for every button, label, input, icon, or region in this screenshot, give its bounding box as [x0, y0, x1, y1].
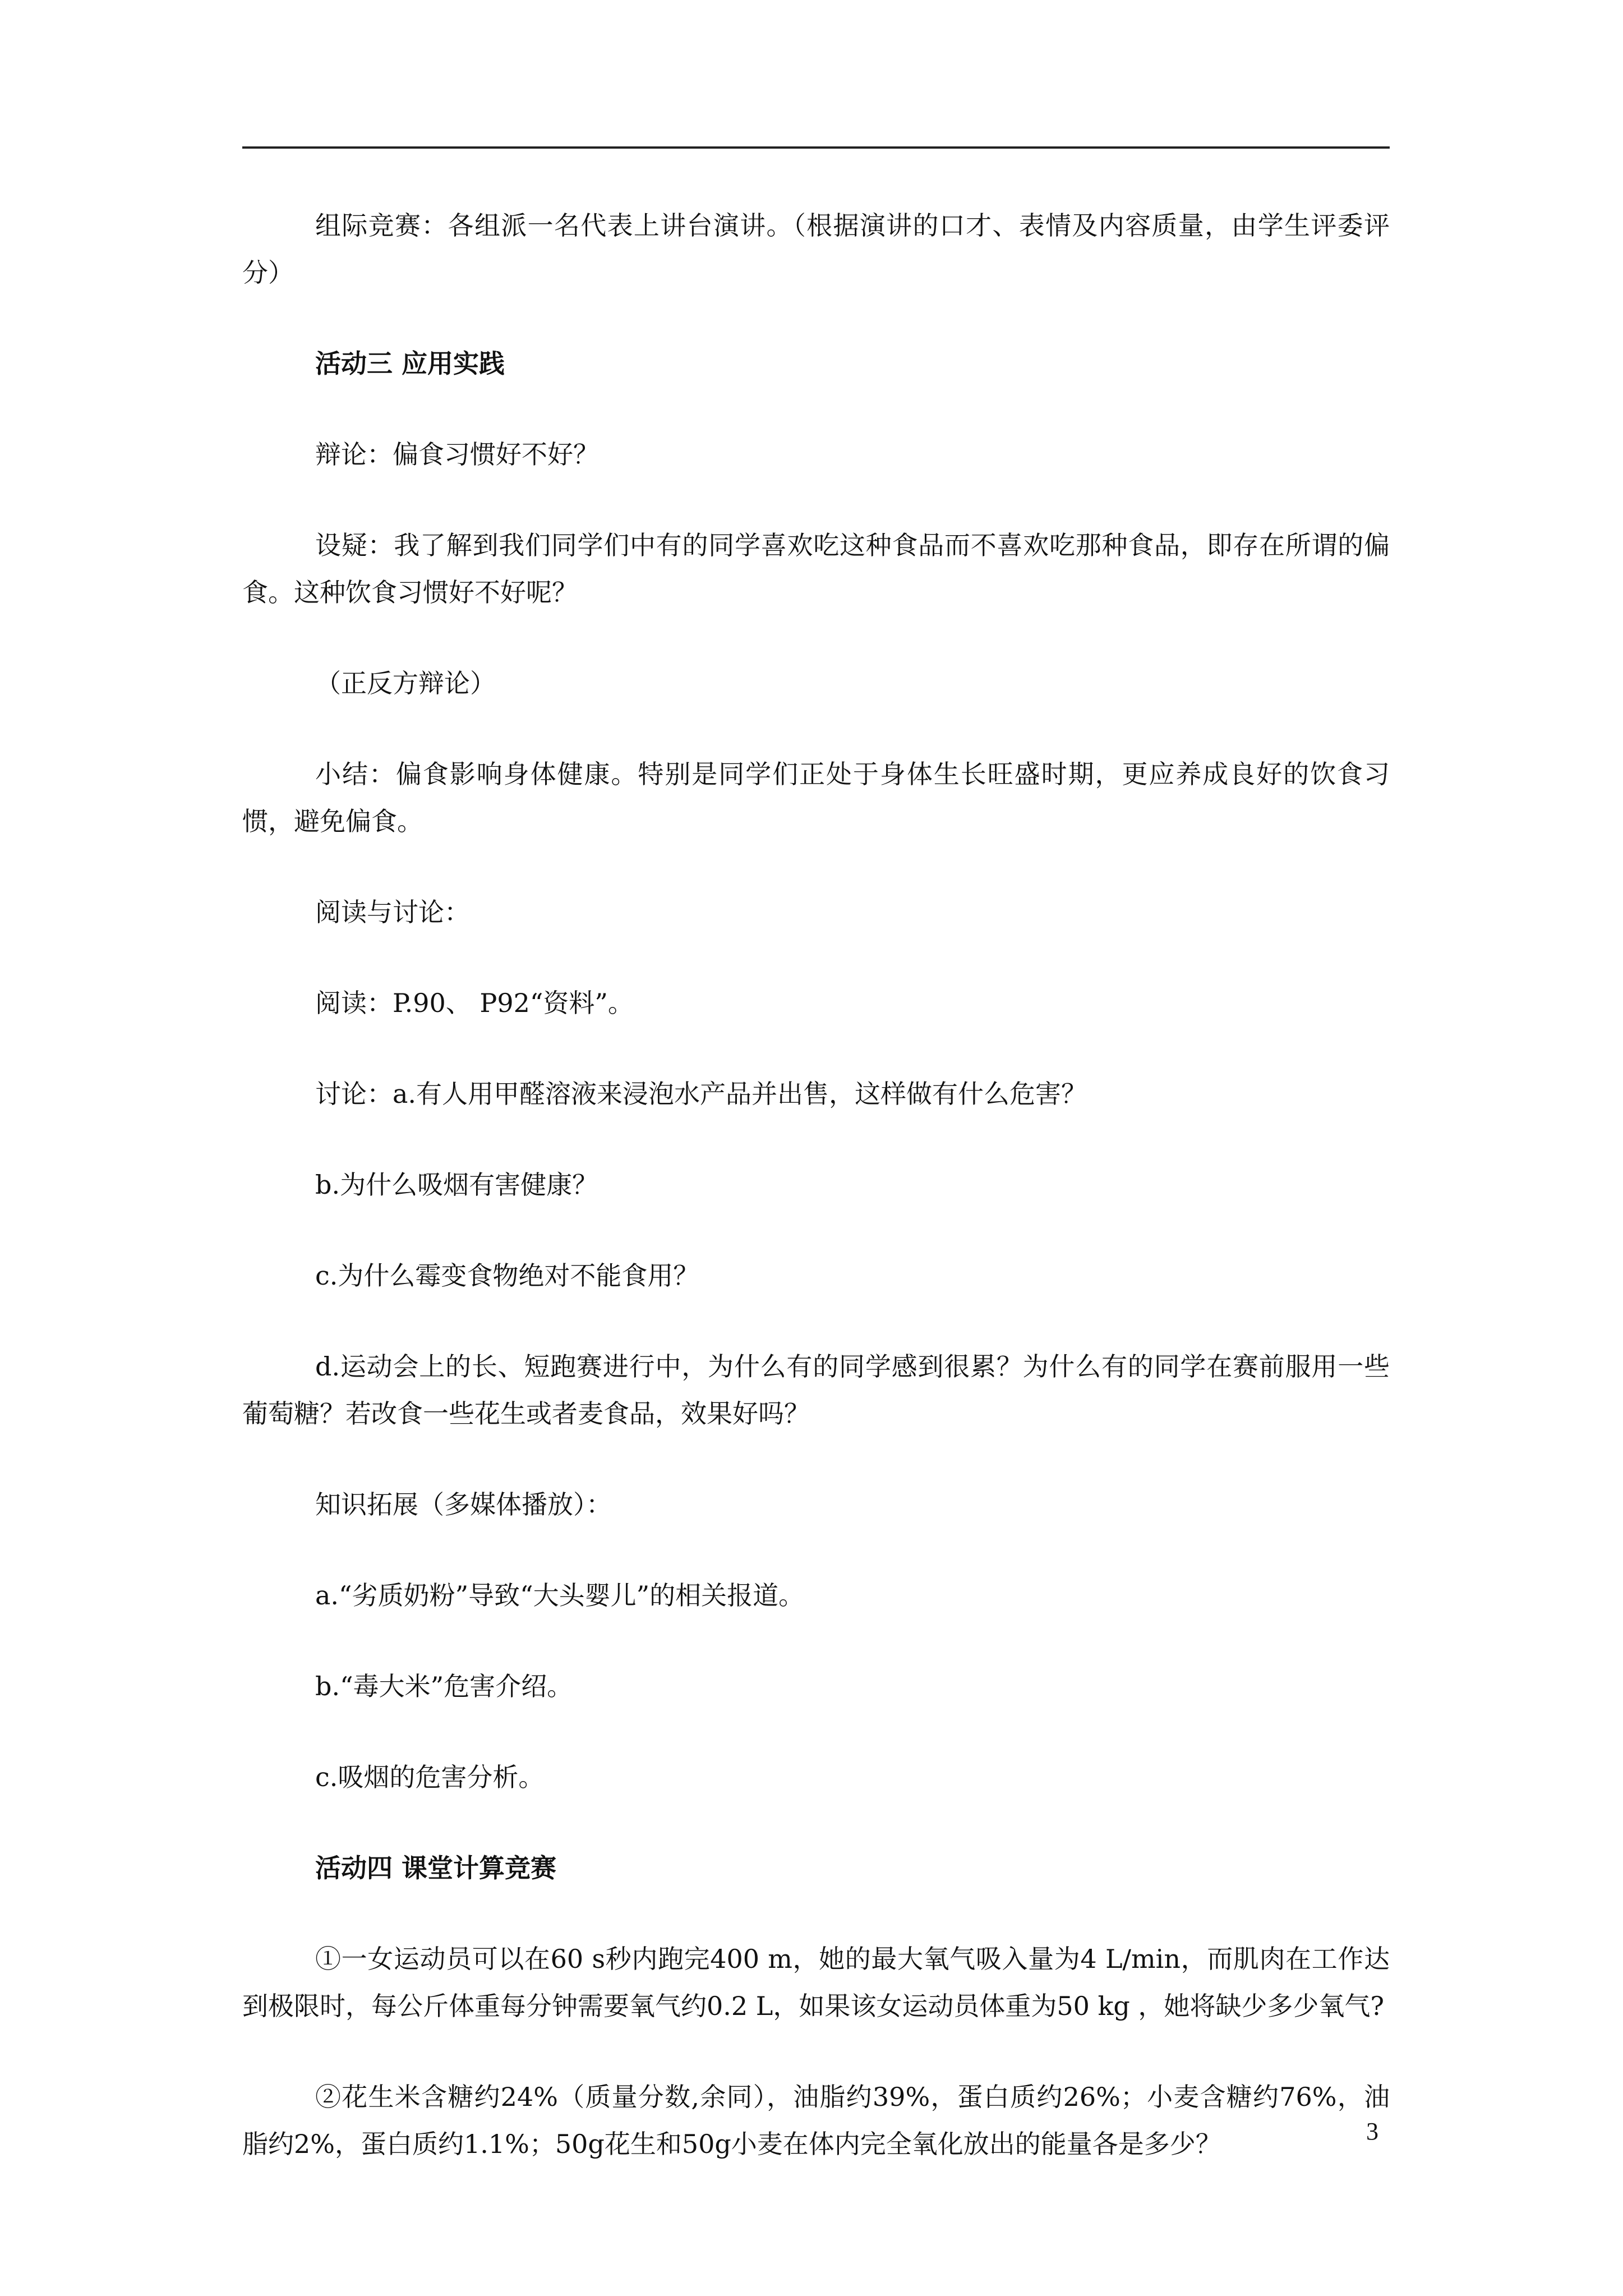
- paragraph-group-competition: 组际竞赛：各组派一名代表上讲台演讲。（根据演讲的口才、表情及内容质量，由学生评委评分）: [242, 210, 1390, 288]
- paragraph-discussion-c: c.为什么霉变食物绝对不能食用？: [315, 1260, 699, 1291]
- paragraph-question-setup: 设疑：我了解到我们同学们中有的同学喜欢吃这种食品而不喜欢吃那种食品，即存在所谓的偏食。这种饮食习惯好不好呢？: [242, 530, 1390, 608]
- paragraph-extension-b: b.“毒大米”危害介绍。: [315, 1671, 573, 1701]
- heading-activity-three: 活动三 应用实践: [315, 348, 505, 379]
- paragraph-discussion-d: d.运动会上的长、短跑赛进行中，为什么有的同学感到很累？为什么有的同学在赛前服用一些葡萄糖？若改食一些花生或者麦食品，效果好吗？: [242, 1351, 1390, 1429]
- header-rule: [242, 146, 1390, 149]
- paragraph-problem-two: ②花生米含糖约24%（质量分数,余同），油脂约39%，蛋白质约26%；小麦含糖约76%，油脂约2%，蛋白质约1.1%；50g花生和50g小麦在体内完全氧化放出的能量各是多少？: [242, 2082, 1390, 2159]
- paragraph-summary: 小结：偏食影响身体健康。特别是同学们正处于身体生长旺盛时期，更应养成良好的饮食习惯，避免偏食。: [242, 759, 1390, 836]
- paragraph-reading-discussion-label: 阅读与讨论：: [315, 897, 470, 927]
- paragraph-reading-reference: 阅读：P.90、 P92“资料”。: [315, 988, 634, 1018]
- paragraph-debate-sides: （正反方辩论）: [315, 668, 496, 698]
- paragraph-debate-topic: 辩论：偏食习惯好不好？: [315, 439, 599, 470]
- paragraph-extension-c: c.吸烟的危害分析。: [315, 1762, 545, 1792]
- paragraph-problem-one: ①一女运动员可以在60 s秒内跑完400 m，她的最大氧气吸入量为4 L/min，而肌肉在工作达到极限时，每公斤体重每分钟需要氧气约0.2 L，如果该女运动员体重为50 kg ，她将缺少多少氧气?: [242, 1944, 1390, 2021]
- page-number: 3: [1366, 2118, 1378, 2145]
- document-body: [242, 202, 1390, 2211]
- heading-activity-four: 活动四 课堂计算竞赛: [315, 1853, 557, 1883]
- paragraph-knowledge-extension: 知识拓展（多媒体播放）：: [315, 1489, 612, 1520]
- paragraph-extension-a: a.“劣质奶粉”导致“大头婴儿”的相关报道。: [315, 1580, 805, 1611]
- paragraph-discussion-a: 讨论：a.有人用甲醛溶液来浸泡水产品并出售，这样做有什么危害？: [315, 1079, 1087, 1109]
- paragraph-discussion-b: b.为什么吸烟有害健康？: [315, 1170, 598, 1200]
